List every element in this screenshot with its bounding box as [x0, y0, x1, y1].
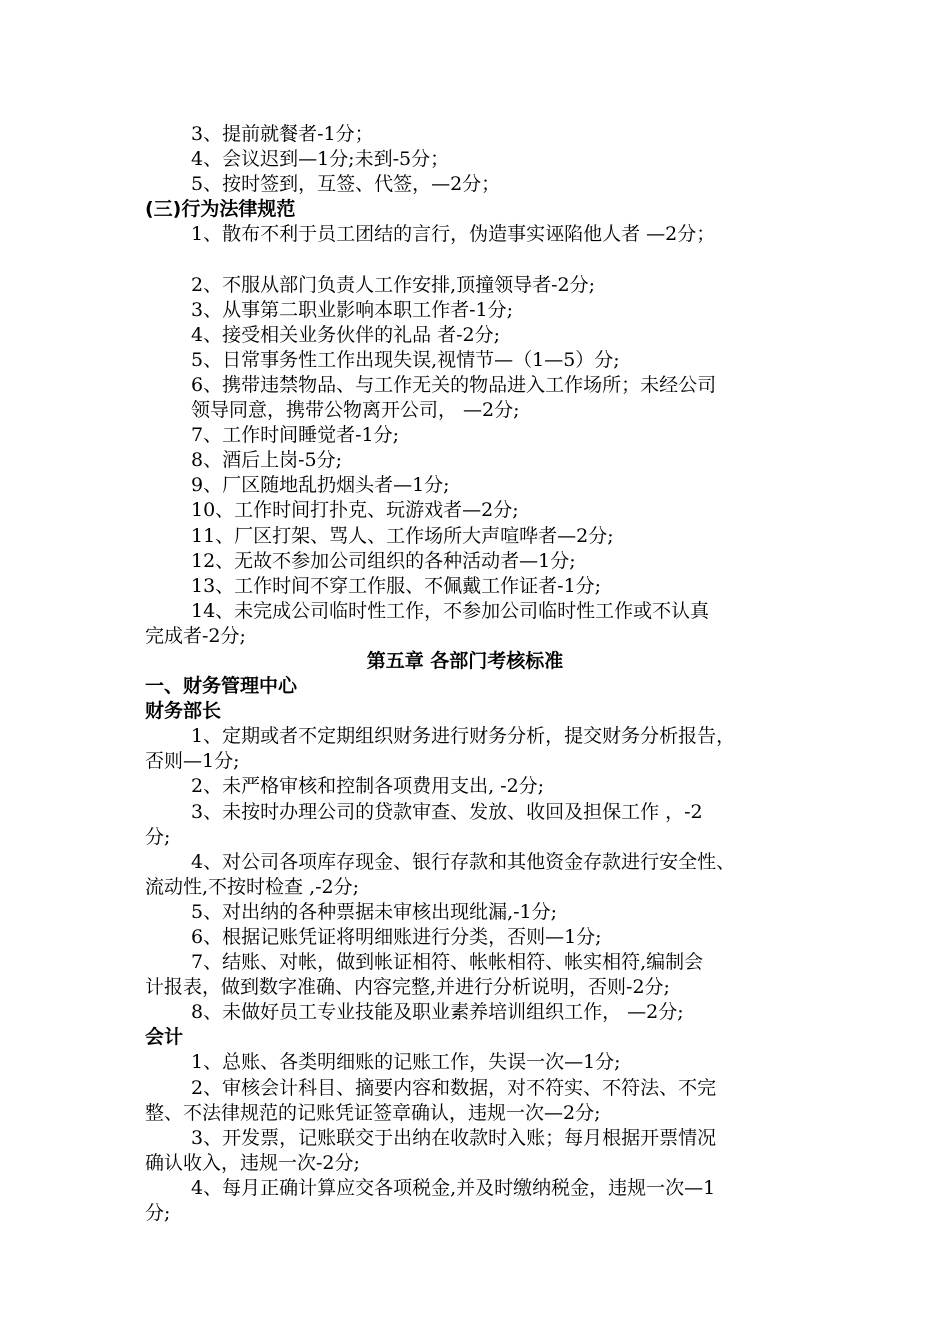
rule-line-continued: 完成者-2分;	[145, 624, 246, 647]
rule-line: 14、未完成公司临时性工作，不参加公司临时性工作或不认真	[191, 599, 710, 622]
rule-line: 4、会议迟到—1分;未到-5分；	[191, 148, 450, 171]
rule-line: 8、未做好员工专业技能及职业素养培训组织工作， —2分;	[191, 1001, 684, 1024]
rule-line: 11、厂区打架、骂人、工作场所大声喧哗者—2分;	[191, 524, 614, 547]
rule-line: 3、提前就餐者-1分；	[191, 123, 374, 145]
rule-line: 7、工作时间睡觉者-1分;	[191, 424, 399, 447]
rule-line: 3、从事第二职业影响本职工作者-1分;	[191, 298, 513, 321]
rule-line: 1、总账、各类明细账的记账工作，失误一次—1分;	[191, 1051, 621, 1074]
rule-line: 3、开发票，记账联交于出纳在收款时入账；每月根据开票情况	[191, 1126, 717, 1149]
rule-line: 4、对公司各项库存现金、银行存款和其他资金存款进行安全性、	[191, 850, 736, 873]
rule-line: 5、日常事务性工作出现失误,视情节—（1—5）分;	[191, 348, 620, 371]
section-heading: (三)行为法律规范	[145, 198, 296, 221]
rule-line: 2、未严格审核和控制各项费用支出, -2分;	[191, 775, 545, 798]
rule-line: 2、审核会计科目、摘要内容和数据，对不符实、不符法、不完	[191, 1076, 717, 1099]
rule-line: 2、不服从部门负责人工作安排,顶撞领导者-2分;	[191, 273, 596, 296]
rule-line: 1、散布不利于员工团结的言行，伪造事实诬陷他人者 —2分；	[191, 223, 716, 246]
rule-line: 4、每月正确计算应交各项税金,并及时缴纳税金，违规一次—1	[191, 1176, 716, 1199]
rule-line: 5、对出纳的各种票据未审核出现纰漏,-1分;	[191, 900, 558, 923]
rule-line-continued: 计报表，做到数字准确、内容完整,并进行分析说明，否则-2分;	[145, 976, 670, 999]
role-heading: 财务部长	[145, 700, 222, 723]
rule-line: 12、无故不参加公司组织的各种活动者—1分;	[191, 549, 576, 572]
rule-line: 4、接受相关业务伙伴的礼品 者-2分;	[191, 323, 501, 346]
rule-line-continued: 确认收入，违规一次-2分;	[145, 1151, 360, 1174]
department-heading: 一、财务管理中心	[145, 675, 298, 698]
document-page	[145, 122, 825, 1226]
rule-line: 6、根据记账凭证将明细账进行分类，否则—1分;	[191, 926, 602, 948]
rule-line: 1、定期或者不定期组织财务进行财务分析，提交财务分析报告，	[191, 725, 736, 748]
rule-line-continued: 领导同意，携带公物离开公司， —2分;	[191, 399, 520, 422]
rule-line: 3、未按时办理公司的贷款审查、发放、收回及担保工作 ，-2	[191, 800, 703, 823]
rule-line: 6、携带违禁物品、与工作无关的物品进入工作场所；未经公司	[191, 373, 717, 396]
rule-line-continued: 整、不法律规范的记账凭证签章确认，违规一次—2分;	[145, 1101, 601, 1124]
rule-line: 7、结账、对帐，做到帐证相符、帐帐相符、帐实相符,编制会	[191, 951, 704, 974]
rule-line: 8、酒后上岗-5分;	[191, 449, 342, 472]
rule-line: 9、厂区随地乱扔烟头者—1分;	[191, 474, 450, 497]
rule-line-continued: 流动性,不按时检查 ,-2分;	[145, 875, 360, 898]
role-heading: 会计	[145, 1026, 184, 1049]
blank-line	[145, 247, 825, 272]
rule-line: 10、工作时间打扑克、玩游戏者—2分;	[191, 499, 519, 522]
rule-line: 5、按时签到，互签、代签，—2分；	[191, 173, 501, 196]
rule-line-continued: 否则—1分;	[145, 750, 240, 773]
rule-line-continued: 分;	[145, 1202, 171, 1225]
chapter-title: 第五章 各部门考核标准	[366, 649, 564, 672]
rule-line-continued: 分;	[145, 825, 171, 848]
rule-line: 13、工作时间不穿工作服、不佩戴工作证者-1分;	[191, 574, 602, 597]
